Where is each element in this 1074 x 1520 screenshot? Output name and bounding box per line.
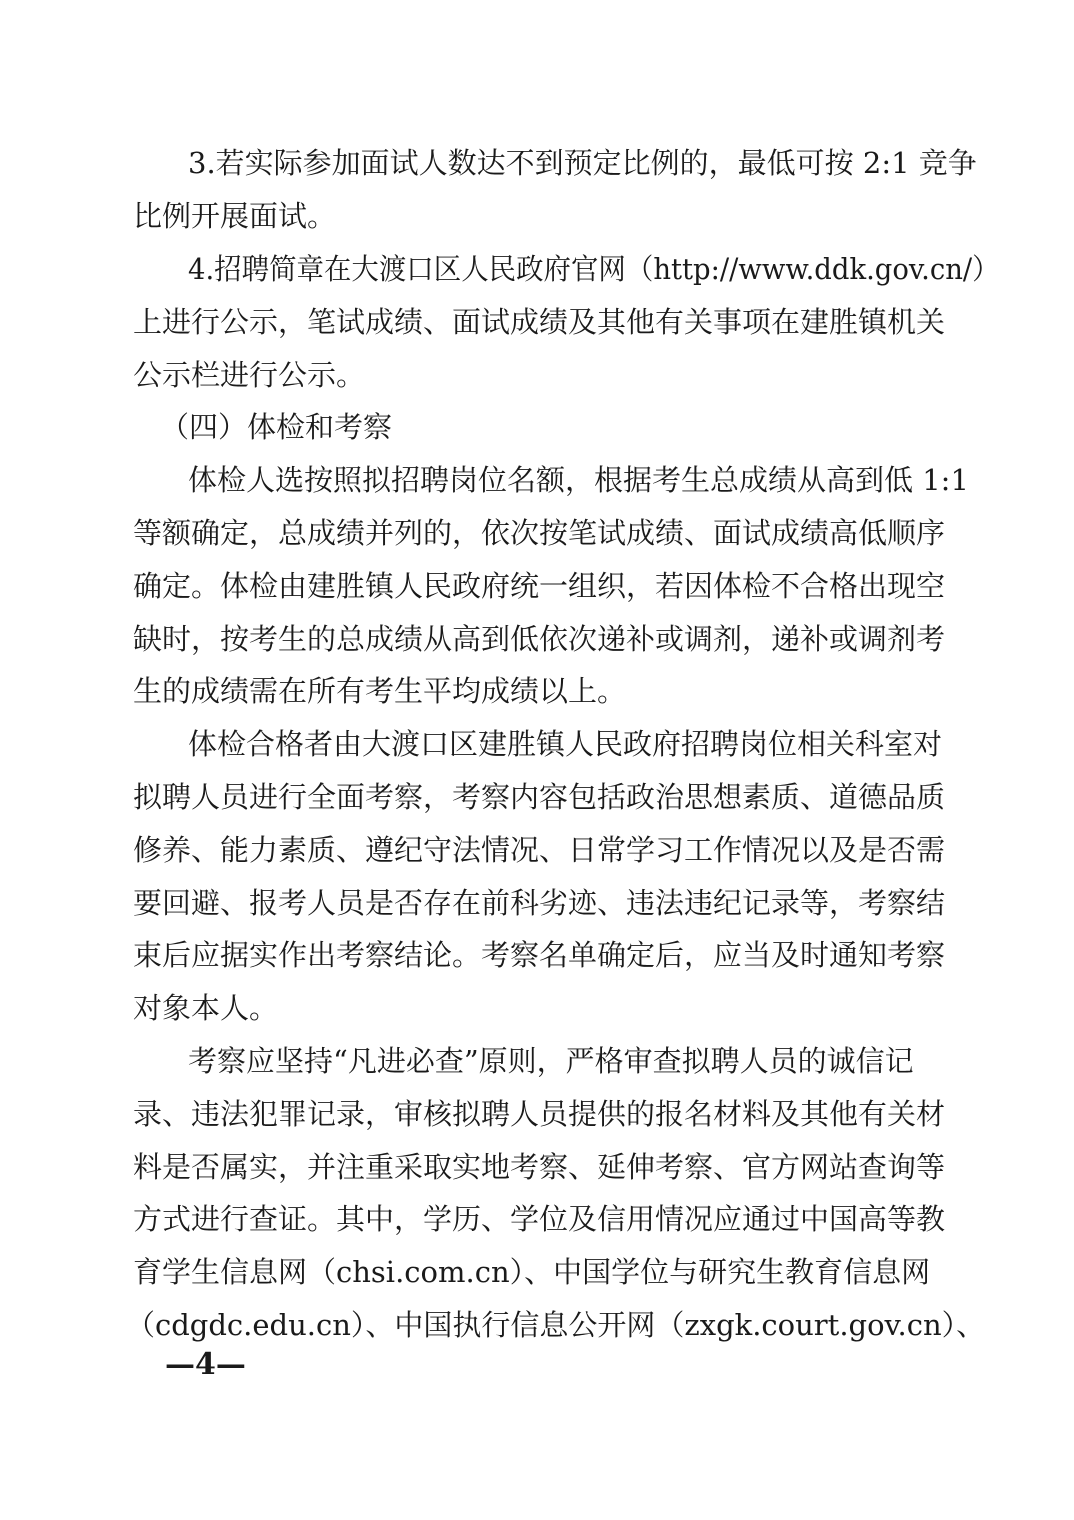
text-line: 料是否属实，并注重采取实地考察、延伸考察、官方网站查询等: [133, 1150, 946, 1184]
text-line: 确定。体检由建胜镇人民政府统一组织，若因体检不合格出现空: [133, 569, 946, 603]
text-line: 生的成绩需在所有考生平均成绩以上。: [133, 674, 627, 708]
text-line: 比例开展面试。: [133, 199, 337, 233]
text-line: 束后应据实作出考察结论。考察名单确定后，应当及时通知考察: [133, 938, 946, 972]
page-number: —4—: [165, 1347, 246, 1382]
text-line: 缺时，按考生的总成绩从高到低依次递补或调剂，递补或调剂考: [133, 622, 946, 656]
text-line: 录、违法犯罪记录，审核拟聘人员提供的报名材料及其他有关材: [133, 1097, 946, 1131]
text-line: 要回避、报考人员是否存在前科劣迹、违法违纪记录等，考察结: [133, 886, 946, 920]
text-line: 体检合格者由大渡口区建胜镇人民政府招聘岗位相关科室对: [188, 727, 943, 761]
text-line: 公示栏进行公示。: [133, 358, 366, 392]
text-line: 上进行公示，笔试成绩、面试成绩及其他有关事项在建胜镇机关: [133, 305, 946, 339]
section-heading: （四）体检和考察: [160, 410, 393, 444]
text-line: 修养、能力素质、遵纪守法情况、日常学习工作情况以及是否需: [133, 833, 946, 867]
text-line: 育学生信息网（chsi.com.cn）、中国学位与研究生教育信息网: [133, 1255, 931, 1289]
text-line: 方式进行查证。其中，学历、学位及信用情况应通过中国高等教: [133, 1202, 946, 1236]
text-line: 3.若实际参加面试人数达不到预定比例的，最低可按 2:1 竞争: [188, 146, 977, 180]
text-line: 4.招聘简章在大渡口区人民政府官网（http://www.ddk.gov.cn/）: [188, 252, 1000, 286]
text-line: 对象本人。: [133, 991, 279, 1025]
text-line: 等额确定，总成绩并列的，依次按笔试成绩、面试成绩高低顺序: [133, 516, 946, 550]
text-line: 拟聘人员进行全面考察，考察内容包括政治思想素质、道德品质: [133, 780, 946, 814]
text-line: 体检人选按照拟招聘岗位名额，根据考生总成绩从高到低 1:1: [188, 463, 969, 497]
text-line: 考察应坚持“凡进必查”原则，严格审查拟聘人员的诚信记: [188, 1044, 914, 1078]
text-line: （cdgdc.edu.cn）、中国执行信息公开网（zxgk.court.gov.cn）、: [126, 1308, 986, 1342]
